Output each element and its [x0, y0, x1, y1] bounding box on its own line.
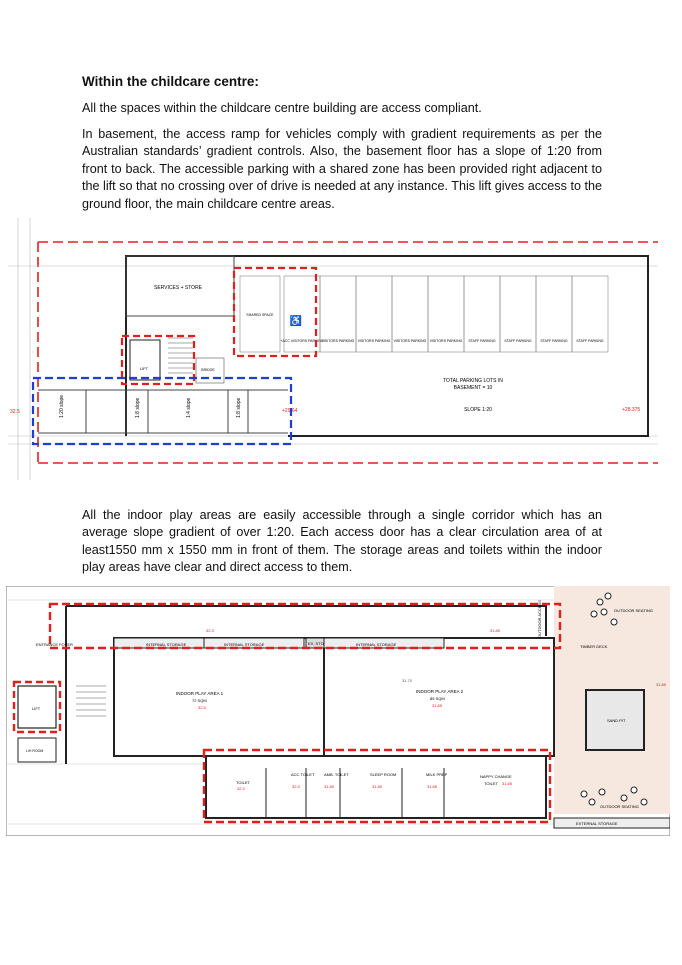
timber-deck-label: TIMBER DECK [580, 644, 608, 649]
toilet-label: TOILET [236, 780, 250, 785]
ex-sto-label: EX. STO [308, 641, 324, 646]
shared-space-label: SHARED SPACE [246, 313, 274, 317]
parking-label: VISITORS PARKING [321, 339, 355, 343]
section-heading: Within the childcare centre: [82, 74, 259, 89]
parking-label: STAFF PARKING [468, 339, 496, 343]
nappy-level: 31.85 [502, 781, 513, 786]
milk-prep-level: 31.85 [427, 784, 438, 789]
total-parking-count: BASEMENT = 10 [453, 385, 493, 391]
level-left: 32.5 [10, 409, 20, 415]
level-right: +28.375 [622, 407, 641, 413]
toilet-level: 32.3 [237, 786, 245, 791]
acc-toilet-label: ACC TOILET [291, 772, 315, 777]
entrance-foyer-label: ENTRANCE FOYER [36, 642, 73, 647]
nappy-toilet-label: TOILET [484, 781, 498, 786]
basement-outline [126, 256, 648, 436]
parking-label: STAFF PARKING [540, 339, 568, 343]
slope-label: SLOPE 1:20 [464, 407, 492, 413]
lift-label: LIFT [32, 706, 41, 711]
basement-floor-plan [8, 218, 658, 480]
level-mid: +29.64 [282, 408, 298, 414]
parking-label: VISITORS PARKING [393, 339, 427, 343]
outdoor-seating-label: OUTDOOR SEATING [600, 804, 639, 809]
external-storage-label: EXTERNAL STORAGE [576, 821, 618, 826]
play-area-1-level: 32.5 [198, 705, 206, 710]
parking-label: VISITORS PARKING [357, 339, 391, 343]
sleep-room-label: SLEEP ROOM [370, 772, 397, 777]
ramp-highlight [33, 378, 291, 444]
ramp-slope-label: 1:8 slope [236, 397, 242, 418]
accessible-icon: ♿ [289, 316, 303, 327]
internal-storage-label: INTERNAL STORAGE [356, 642, 397, 647]
paragraph-play-areas: All the indoor play areas are easily accessible through a single corridor which has an average slope gradient of over 1:20. Each access door has a clear circulation area of at least1550 mm x 1550 mm in front of them. The storage areas and toilets within the indoor play areas have clear and direct access to them. [82, 508, 602, 575]
services-store-label: SERVICES + STORE [153, 285, 203, 291]
play-area-1-size: 72 SQM [192, 698, 207, 703]
acc-visitors-label: +ACC VISITORS PARKING [280, 339, 324, 343]
bridge-label: BRIDGE [201, 368, 215, 372]
property-boundary [38, 242, 658, 463]
sand-pit-label: SAND PIT [607, 718, 626, 723]
outdoor-seating-label: OUTDOOR SEATING [614, 608, 653, 613]
corridor-level: 31.70 [402, 678, 413, 683]
play-area-2-size: 85 SQM [430, 696, 445, 701]
deck-level: 31.85 [656, 682, 667, 687]
ground-floor-plan [6, 586, 670, 836]
outdoor-access-label: OUTDOOR ACCESS [537, 600, 542, 638]
play-area-1-label: INDOOR PLAY AREA 1 [176, 691, 224, 696]
ramp-slope-label: 1:8 slope [135, 397, 141, 418]
acc-toilet-level: 32.3 [292, 784, 300, 789]
paragraph-basement: In basement, the access ramp for vehicles comply with gradient requirements as per the Australian standards’ gradient controls. Also, the basement floor has a slope of 1:20 from front to back. The accessible parking with a shared zone has been provided right adjacent to the lift so that no crossing over of drive is needed at any instance. This lift gives access to the ground floor, the main childcare centre areas. [82, 127, 602, 211]
lift-label: LIFT [139, 366, 149, 371]
lift-room-label: L/H ROOM [26, 749, 44, 753]
parking-label: VISITORS PARKING [429, 339, 463, 343]
sleep-room-level: 31.85 [372, 784, 383, 789]
corridor-level: 31.85 [490, 628, 501, 633]
total-parking-label: TOTAL PARKING LOTS IN [443, 378, 503, 384]
play-area-2-label: INDOOR PLAY AREA 2 [416, 689, 464, 694]
play-area-2-level: 31.85 [432, 703, 443, 708]
parking-label: STAFF PARKING [504, 339, 532, 343]
internal-storage-label: INTERNAL STORAGE [224, 642, 265, 647]
milk-prep-label: MILK PREP [426, 772, 448, 777]
ramp-slope-label: 1:4 slope [186, 397, 192, 418]
amb-toilet-level: 31.85 [324, 784, 335, 789]
amb-toilet-label: AMB. TOILET [324, 772, 349, 777]
parking-label: STAFF PARKING [576, 339, 604, 343]
paragraph-intro: All the spaces within the childcare centre building are access compliant. [82, 101, 482, 115]
corridor-level: 32.3 [206, 628, 214, 633]
internal-storage-label: INTERNAL STORAGE [146, 642, 187, 647]
ramp-slope-label: 1:20 slope [59, 394, 65, 418]
nappy-change-label: NAPPY CHANGE [480, 774, 512, 779]
